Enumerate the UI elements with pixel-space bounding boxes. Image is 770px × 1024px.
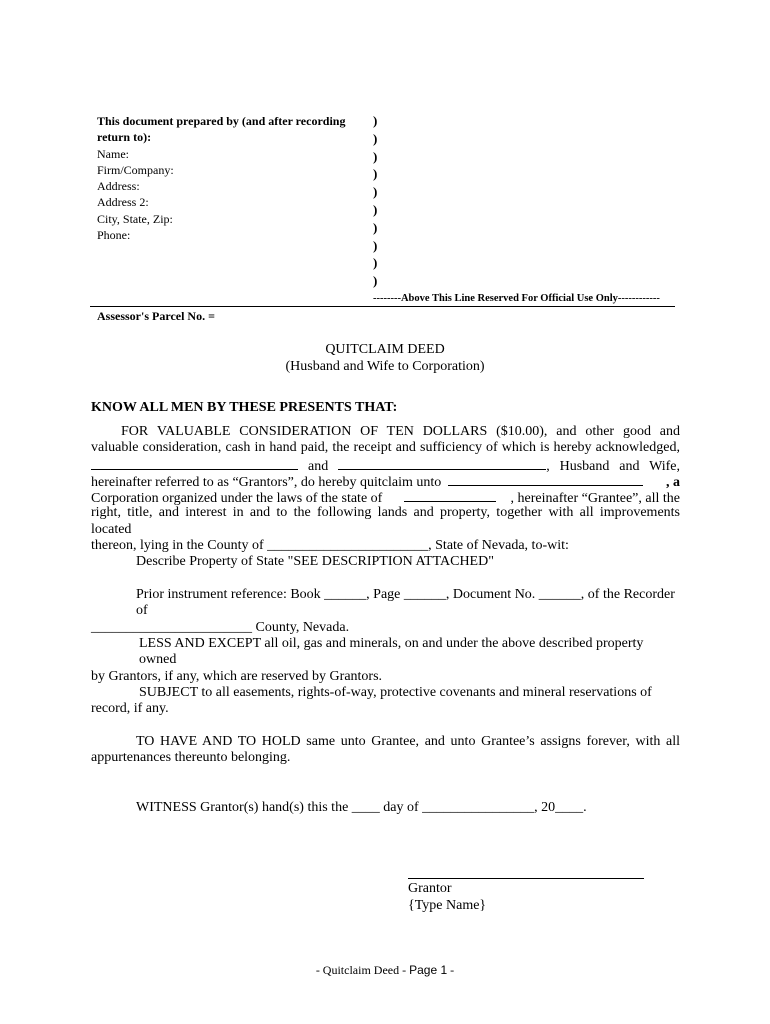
paragraph-line: by Grantors, if any, which are reserved by Grantors. <box>91 668 383 684</box>
bracket: ) <box>373 201 378 217</box>
prior-instrument-paragraph <box>91 587 680 636</box>
address2-label: Address 2: <box>97 195 149 210</box>
less-except-paragraph <box>91 636 680 685</box>
official-use-line: --------Above This Line Reserved For Official Use Only------------ <box>373 293 660 304</box>
grantee-text: , hereinafter “Grantee”, all the <box>510 491 680 507</box>
and-text: and <box>308 458 329 474</box>
paragraph-line: valuable consideration, cash in hand paid, the receipt and sufficiency of which is hereby acknowledged, <box>91 440 680 456</box>
bracket: ) <box>373 166 378 182</box>
a-text: , a <box>666 474 680 490</box>
preparer-block <box>97 113 345 243</box>
grantor2-blank[interactable] <box>338 457 546 470</box>
habendum-paragraph <box>91 734 680 767</box>
footer-prefix: - Quitclaim Deed - <box>315 963 410 977</box>
quitclaim-text: hereinafter referred to as “Grantors”, do hereby quitclaim unto <box>91 474 442 490</box>
signature-line[interactable] <box>408 878 644 879</box>
bracket: ) <box>373 148 378 164</box>
witness-line: WITNESS Grantor(s) hand(s) this the ____ day of ________________, 20____. <box>136 800 587 815</box>
phone-label: Phone: <box>97 228 131 243</box>
paragraph-line: TO HAVE AND TO HOLD same unto Grantee, and unto Grantee’s assigns forever, with all <box>136 734 680 749</box>
corporation-text: Corporation organized under the laws of the state of <box>91 491 383 507</box>
page-number: Page 1 <box>409 963 448 977</box>
firm-label: Firm/Company: <box>97 162 174 177</box>
county-line: thereon, lying in the County of _______________________, State of Nevada, to-wit: <box>91 538 569 554</box>
know-all-heading: KNOW ALL MEN BY THESE PRESENTS THAT: <box>91 400 398 415</box>
divider <box>90 306 675 307</box>
paragraph-line: appurtenances thereunto belonging. <box>91 750 291 766</box>
page-footer <box>0 963 770 978</box>
consideration-paragraph <box>91 424 680 554</box>
prepared-by-label: This document prepared by (and after recording <box>97 114 346 128</box>
document-title: QUITCLAIM DEED <box>325 342 445 357</box>
address-label: Address: <box>97 179 140 194</box>
parcel-number-label: Assessor's Parcel No. = <box>97 309 215 323</box>
state-line <box>91 489 680 505</box>
paragraph-line: FOR VALUABLE CONSIDERATION OF TEN DOLLARS ($10.00), and other good and <box>121 424 680 439</box>
grantor1-blank[interactable] <box>91 457 298 470</box>
bracket: ) <box>373 273 378 289</box>
grantee-line <box>91 473 680 489</box>
paragraph-line: right, title, and interest in and to the following lands and property, together with all improvements located <box>91 505 680 537</box>
bracket: ) <box>373 219 378 235</box>
document-subtitle: (Husband and Wife to Corporation) <box>285 359 485 374</box>
bracket: ) <box>373 255 378 271</box>
subject-to-paragraph <box>91 685 680 718</box>
bracket: ) <box>373 130 378 146</box>
state-blank[interactable] <box>404 489 496 502</box>
bracket-column <box>373 112 377 290</box>
property-description: Describe Property of State "SEE DESCRIPTION ATTACHED" <box>136 554 494 569</box>
bracket: ) <box>373 184 378 200</box>
name-label: Name: <box>97 146 129 161</box>
paragraph-line: SUBJECT to all easements, rights-of-way, protective covenants and mineral reservations of <box>139 685 652 700</box>
paragraph-line: _______________________ County, Nevada. <box>91 619 350 635</box>
type-name-label: {Type Name} <box>408 898 487 913</box>
grantors-line <box>91 457 680 473</box>
bracket: ) <box>373 113 378 128</box>
grantor-label: Grantor <box>408 881 452 896</box>
return-to-label: return to): <box>97 130 152 145</box>
husband-wife-text: , Husband and Wife, <box>546 458 680 474</box>
paragraph-line: LESS AND EXCEPT all oil, gas and minerals, on and under the above described property owned <box>139 636 644 668</box>
footer-suffix: - <box>447 963 455 977</box>
grantee-blank[interactable] <box>448 473 643 486</box>
paragraph-line: record, if any. <box>91 701 169 717</box>
city-state-zip-label: City, State, Zip: <box>97 211 173 226</box>
bracket: ) <box>373 237 378 253</box>
paragraph-line: Prior instrument reference: Book ______, Page ______, Document No. ______, of the Recorder of <box>136 587 675 619</box>
